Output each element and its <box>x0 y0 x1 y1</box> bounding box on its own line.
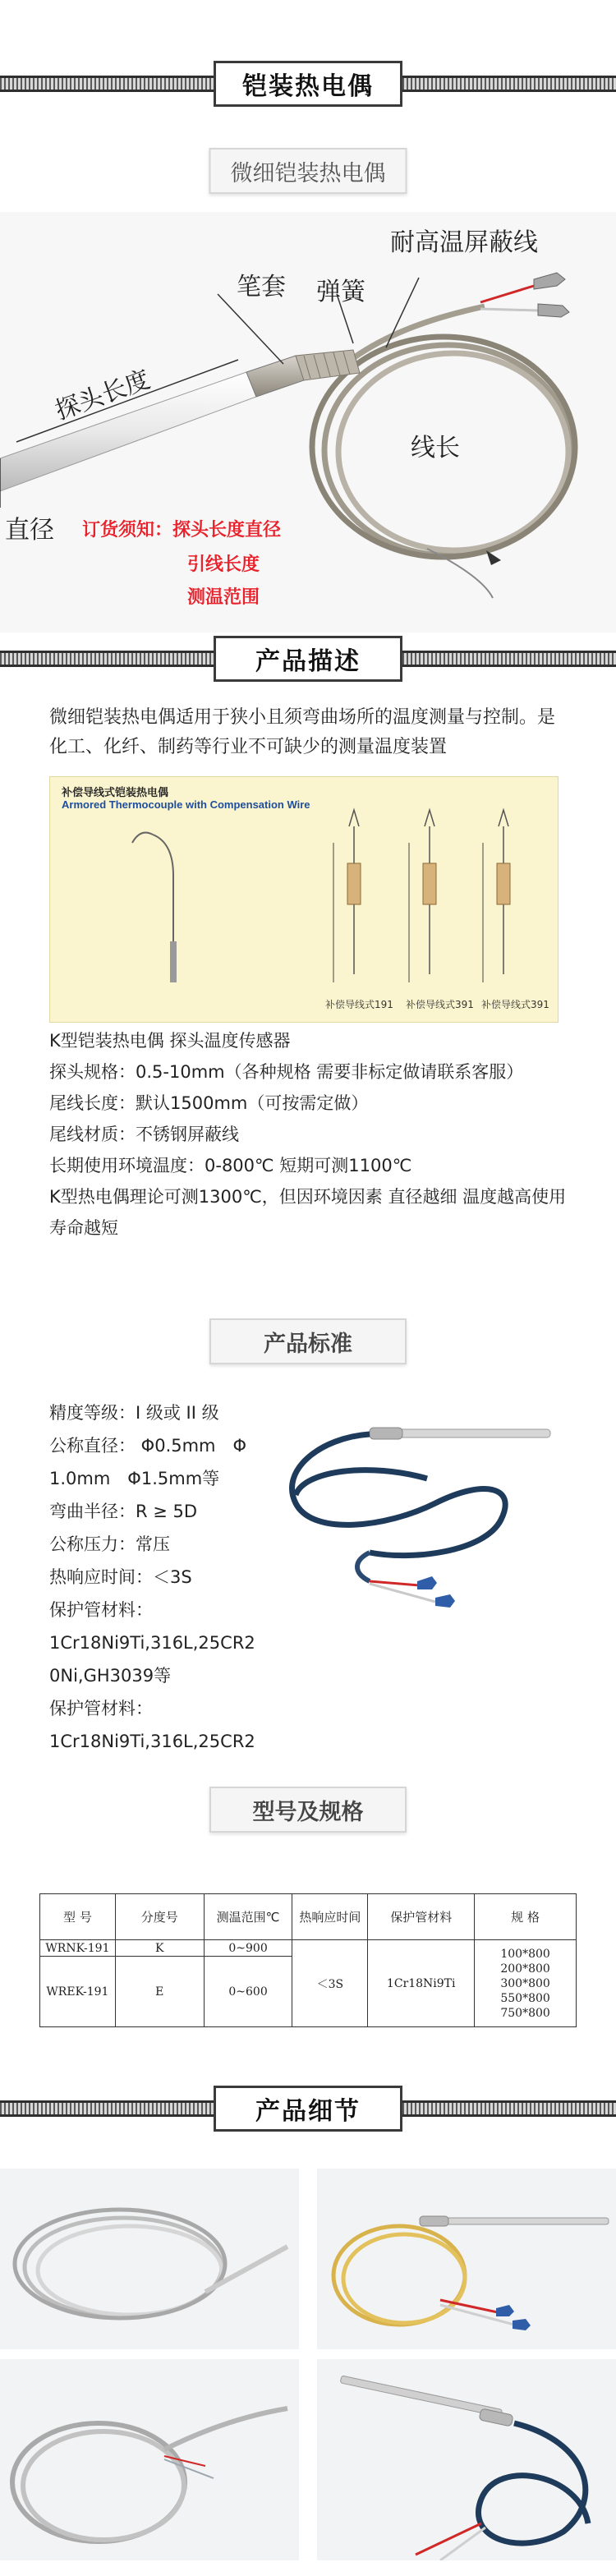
order-note-title: 订货须知：探头长度直径 <box>82 520 282 540</box>
diagram-drawing <box>50 777 559 1023</box>
description-spec-list <box>49 1025 575 1244</box>
table-row <box>40 1940 577 1957</box>
section-title: 产品细节 <box>255 2097 361 2126</box>
diagram-caption-2: 补偿导线式391 <box>406 999 474 1010</box>
label-diameter: 直径 <box>5 516 54 545</box>
cell-grade: K <box>115 1940 204 1957</box>
detail-photo-navy-cable <box>317 2359 616 2560</box>
standard-line: 热响应时间：＜3S <box>49 1567 192 1587</box>
thermocouple-illustration <box>0 212 616 632</box>
thermocouple-drawing <box>0 212 616 632</box>
header-title-box <box>214 61 402 107</box>
header-title-box <box>214 636 402 682</box>
blue-cable-drawing <box>271 1396 559 1618</box>
standard-line: 1Cr18Ni9Ti,316L,25CR2 <box>49 1633 255 1653</box>
spec-line: 尾线材质：不锈钢屏蔽线 <box>49 1125 239 1144</box>
size-item: 750*800 <box>500 2006 550 2020</box>
model-spec-table <box>39 1893 577 2027</box>
detail-photo-gold-cable <box>317 2169 616 2349</box>
subheader-model <box>209 1787 407 1833</box>
section-title: 产品描述 <box>255 647 361 676</box>
col-header-material: 保护管材料 <box>368 1894 475 1940</box>
section-title: 铠装热电偶 <box>242 72 374 101</box>
order-note-line2: 引线长度 <box>187 554 260 575</box>
table-header-row <box>40 1894 577 1940</box>
spec-line: K型铠装热电偶 探头温度传感器 <box>49 1031 291 1051</box>
size-item: 300*800 <box>500 1976 550 1990</box>
label-cable: 耐高温屏蔽线 <box>390 228 538 257</box>
standard-line: 公称压力：常压 <box>49 1534 170 1554</box>
label-spring: 弹簧 <box>316 278 365 306</box>
product-photo-blue-cable <box>271 1396 559 1618</box>
cell-range: 0~900 <box>204 1940 292 1957</box>
cell-material: 1Cr18Ni9Ti <box>368 1940 475 2027</box>
label-sleeve: 笔套 <box>237 273 286 301</box>
standard-line: 保护管材料： <box>49 1600 153 1620</box>
size-item: 100*800 <box>500 1947 550 1961</box>
navy-cable-drawing <box>317 2359 616 2560</box>
cell-sizes <box>475 1940 577 2027</box>
label-probe-length: 探头长度 <box>51 365 154 426</box>
col-header-model: 型 号 <box>40 1894 116 1940</box>
gold-cable-drawing <box>317 2169 616 2349</box>
braided-cable-drawing <box>0 2359 299 2560</box>
spec-line: K型热电偶理论可测1300℃，但因环境因素 直径越细 温度越高使用寿命越短 <box>49 1187 567 1238</box>
subheader-standard <box>209 1318 407 1364</box>
detail-photo-braided-cable <box>0 2359 299 2560</box>
diagram-caption-3: 补偿导线式391 <box>481 999 549 1010</box>
diagram-title-cn: 补偿导线式铠装热电偶 <box>62 787 169 799</box>
cell-range: 0~600 <box>204 1957 292 2027</box>
header-title-box <box>214 2086 402 2132</box>
silver-cable-drawing <box>0 2169 299 2349</box>
cell-grade: E <box>115 1957 204 2027</box>
spade-connectors <box>534 273 569 317</box>
spec-line: 尾线长度：默认1500mm（可按需定做） <box>49 1093 369 1113</box>
col-header-response: 热响应时间 <box>292 1894 368 1940</box>
subheader-title: 型号及规格 <box>252 1799 364 1825</box>
col-header-size: 规 格 <box>475 1894 577 1940</box>
subheader-micro <box>209 148 407 194</box>
cell-response: ＜3S <box>292 1940 368 2027</box>
order-note-line3: 测温范围 <box>187 587 260 608</box>
standard-line: 精度等级：I 级或 II 级 <box>49 1403 219 1423</box>
spec-line: 长期使用环境温度：0-800℃ 短期可测1100℃ <box>49 1156 412 1175</box>
label-wire-length: 线长 <box>411 434 460 462</box>
standard-line: 保护管材料： <box>49 1699 153 1718</box>
diagram-title-en: Armored Thermocouple with Compensation Wire <box>62 798 310 811</box>
size-item: 550*800 <box>500 1991 550 2005</box>
standard-line: 0Ni,GH3039等 <box>49 1666 172 1686</box>
subheader-title: 产品标准 <box>264 1331 352 1357</box>
standard-line: 1.0mm Φ1.5mm等 <box>49 1469 220 1488</box>
size-item: 200*800 <box>500 1962 550 1976</box>
standard-line: 公称直径： Φ0.5mm Φ <box>49 1436 247 1456</box>
section-header-details <box>0 2082 616 2135</box>
subheader-title: 微细铠装热电偶 <box>230 160 386 186</box>
standard-line: 弯曲半径：R ≥ 5D <box>49 1502 198 1521</box>
cell-model: WRNK-191 <box>40 1940 116 1957</box>
cell-model: WREK-191 <box>40 1957 116 2027</box>
compensation-wire-diagram <box>49 776 559 1023</box>
col-header-grade: 分度号 <box>115 1894 204 1940</box>
col-header-range: 测温范围℃ <box>204 1894 292 1940</box>
section-header-armored <box>0 58 616 110</box>
description-intro: 微细铠装热电偶适用于狭小且须弯曲场所的温度测量与控制。是化工、化纤、制药等行业不可缺少的测量温度装置 <box>49 707 556 757</box>
diagram-caption-1: 补偿导线式191 <box>325 999 393 1010</box>
section-header-description <box>0 632 616 685</box>
standard-list <box>49 1396 279 1758</box>
detail-photo-silver-cable <box>0 2169 299 2349</box>
standard-line: 1Cr18Ni9Ti,316L,25CR2 <box>49 1732 255 1751</box>
spec-line: 探头规格：0.5-10mm（各种规格 需要非标定做请联系客服） <box>49 1062 524 1082</box>
